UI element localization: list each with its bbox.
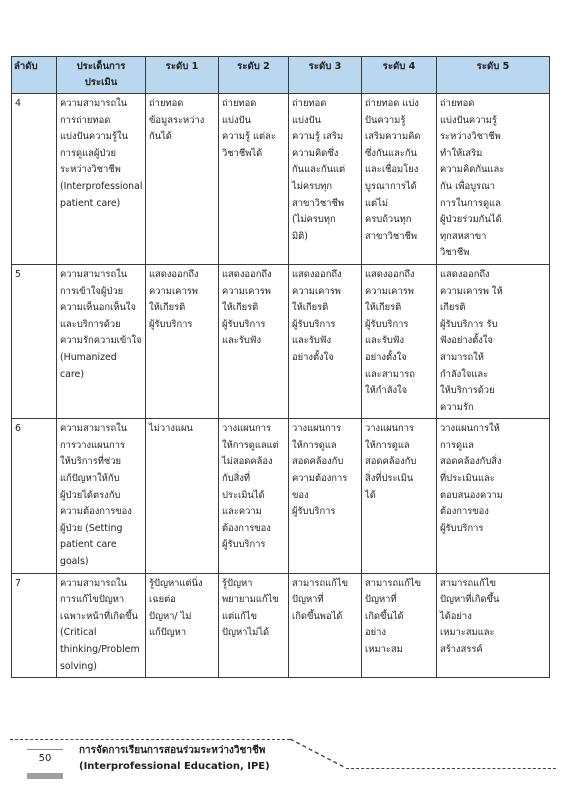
- cell-text-line: solving): [60, 660, 97, 672]
- cell-text-line: เฉยต่อ: [149, 594, 176, 606]
- cell-text-line: แบ่งปันความรู้: [440, 114, 497, 126]
- cell-text-line: ความเห็นอกเห็นใจ: [60, 302, 136, 314]
- header-level-5: ระดับ 5: [437, 57, 550, 94]
- header-level-3: ระดับ 3: [289, 57, 362, 94]
- cell-text-line: การถ่ายทอด: [60, 114, 111, 126]
- cell-text-line: ความสามารถใน: [60, 98, 128, 109]
- cell-text-line: มิติ): [292, 230, 308, 242]
- cell-text-line: อย่างตั้งใจ: [292, 351, 334, 363]
- cell-text-line: ต้องการของ: [440, 506, 489, 518]
- cell-text-line: เกียรติ: [440, 302, 466, 314]
- footer-title-line-1: การจัดการเรียนการสอนร่วมระหว่างวิชาชีพ: [79, 745, 266, 756]
- cell-text-line: ความสามารถใน: [60, 268, 128, 280]
- cell-text-line: และบริการด้วย: [60, 318, 121, 330]
- cell-text-line: ข้อมูลระหว่าง: [149, 114, 205, 126]
- cell-text-line: ได้: [365, 489, 376, 501]
- cell-text-line: ความสามารถใน: [60, 423, 128, 435]
- cell-text-line: ความคิดซึ่ง: [292, 147, 339, 159]
- cell-text-line: ให้การดูแลแต่: [222, 439, 279, 451]
- cell-text-line: ความเคารพ ให้: [440, 285, 503, 297]
- cell-text-line: กัน เพื่อบูรณา: [440, 180, 496, 192]
- cell-text-line: ผู้รับบริการ: [222, 318, 266, 330]
- cell-text-line: วางแผนการ: [292, 423, 342, 435]
- row-number: 7: [12, 573, 57, 678]
- cell-text-line: ฟังอย่างตั้งใจ: [440, 335, 493, 347]
- cell-text-line: แก้ปัญหา: [149, 627, 187, 639]
- footer-title: [79, 743, 270, 775]
- cell-text-line: รู้ปัญหา: [222, 577, 253, 589]
- cell-text-line: แก้ปัญหาให้กับ: [60, 473, 120, 485]
- cell-text-line: ให้เกียรติ: [292, 302, 329, 314]
- cell-text-line: แสดงออกถึง: [440, 268, 490, 280]
- cell-text-line: ให้การดูแล: [365, 439, 410, 451]
- cell-text-line: ความเคารพ: [222, 285, 271, 297]
- cell-text-line: แสดงออกถึง: [292, 268, 342, 280]
- cell-text-line: แสดงออกถึง: [222, 268, 272, 280]
- cell-text-line: กับสิ่งที่: [222, 473, 251, 485]
- footer-dashed-line-right: [346, 768, 556, 769]
- footer-title-line-2: (Interprofessional Education, IPE): [79, 761, 270, 772]
- cell-text-line: ทุกสหสาขา: [440, 230, 487, 242]
- cell-text-line: กันและกันแต่: [292, 164, 346, 176]
- cell-text-line: ถ่ายทอด: [222, 98, 257, 109]
- cell-text-line: ปัญหาที่: [292, 594, 324, 606]
- cell-text-line: ผู้รับบริการ: [222, 539, 266, 551]
- cell-text-line: สิ่งที่ประเมิน: [365, 473, 414, 485]
- cell-text-line: ผู้ป่วยได้ตรงกับ: [60, 489, 121, 501]
- cell-text-line: ความรู้ เสริม: [292, 131, 344, 143]
- cell-text-line: ความคิดกันและ: [440, 164, 505, 176]
- cell-text-line: ไม่วางแผน: [149, 423, 193, 435]
- cell-text-line: ผู้รับบริการ: [149, 318, 193, 330]
- cell-text-line: แบ่งปัน: [222, 114, 251, 126]
- cell-text-line: แบ่งปัน: [292, 114, 321, 126]
- cell-text-line: ไม่ครบทุก: [292, 180, 333, 192]
- page-number: 50: [38, 753, 52, 764]
- cell-text-line: ผู้ป่วยร่วมกันได้: [440, 214, 502, 226]
- cell-text-line: ถ่ายทอด แบ่ง: [365, 98, 419, 109]
- cell-text-line: สาขาวิชาชีพ: [365, 230, 418, 242]
- cell-text-line: ครบถ้วนทุก: [365, 214, 412, 226]
- cell-text-line: วางแผนการให้: [440, 423, 500, 435]
- cell-text-line: patient care: [60, 539, 117, 551]
- cell-text-line: เหมาะสมและ: [440, 627, 495, 639]
- cell-text-line: ความรักความเข้าใจ: [60, 335, 142, 347]
- cell-text-line: เสริมความคิด: [365, 131, 421, 143]
- row-number: 6: [12, 419, 57, 573]
- header-no: ลำดับ: [12, 57, 57, 94]
- cell-text-line: ความเคารพ: [292, 285, 341, 297]
- cell-text-line: ปัญหาที่: [365, 594, 397, 606]
- cell-text-line: ความเคารพ: [365, 285, 414, 297]
- cell-text-line: ให้เกียรติ: [365, 302, 402, 314]
- cell-text-line: ผู้รับบริการ: [365, 318, 409, 330]
- cell-text-line: ผู้รับบริการ: [292, 506, 336, 518]
- cell-text-line: กันได้: [149, 131, 172, 143]
- cell-text-line: ความรัก: [440, 401, 474, 413]
- cell-text-line: ที่ประเมินและ: [440, 473, 495, 485]
- cell-text-line: กำลังใจและ: [440, 368, 489, 380]
- cell-text-line: รู้ปัญหาแต่นิ่ง: [149, 577, 203, 589]
- cell-text-line: ต้องการของ: [222, 522, 271, 534]
- cell-text-line: และสามารถ: [365, 368, 415, 380]
- cell-text-line: (Interprofessional: [60, 180, 143, 192]
- cell-text-line: ถ่ายทอด: [440, 98, 475, 109]
- cell-text-line: ได้อย่าง: [440, 610, 472, 622]
- cell-text-line: (Humanized: [60, 351, 117, 363]
- cell-text-line: สามารถแก้ไข: [440, 577, 496, 589]
- cell-text-line: สาขาวิชาชีพ: [292, 197, 345, 209]
- cell-text-line: เกิดขึ้นได้: [365, 610, 404, 622]
- cell-text-line: patient care): [60, 197, 121, 209]
- cell-text-line: สามารถแก้ไข: [365, 577, 421, 589]
- row-number: 4: [12, 94, 57, 265]
- cell-text-line: ของ: [292, 489, 309, 501]
- cell-text-line: สามารถให้: [440, 351, 484, 363]
- cell-text-line: ความต้องการของ: [60, 506, 132, 518]
- cell-text-line: สามารถแก้ไข: [292, 577, 348, 589]
- cell-text-line: ถ่ายทอด: [149, 98, 184, 109]
- cell-text-line: การเข้าใจผู้ป่วย: [60, 285, 124, 297]
- cell-text-line: แบ่งปันความรู้ใน: [60, 131, 128, 143]
- cell-text-line: ปัญหา/ ไม่: [149, 610, 192, 622]
- cell-text-line: อย่างตั้งใจ: [365, 351, 407, 363]
- header-criterion-text: ประเด็นการประเมิน: [76, 61, 126, 88]
- cell-text-line: วางแผนการ: [222, 423, 272, 435]
- cell-text-line: สอดคล้องกับสิ่ง: [440, 456, 502, 468]
- row-number: 5: [12, 264, 57, 418]
- cell-text-line: ความเคารพ: [149, 285, 198, 297]
- cell-text-line: การแก้ไขปัญหา: [60, 594, 125, 606]
- cell-text-line: วิชาชีพได้: [222, 147, 263, 159]
- cell-text-line: ผู้รับบริการ รับ: [440, 318, 498, 330]
- cell-text-line: ไม่สอดคล้อง: [222, 456, 273, 468]
- cell-text-line: พยายามแก้ไข: [222, 594, 279, 606]
- cell-text-line: ระหว่างวิชาชีพ: [440, 131, 501, 143]
- cell-text-line: สร้างสรรค์: [440, 644, 483, 655]
- header-level-4: ระดับ 4: [362, 57, 437, 94]
- cell-text-line: ปัญหาที่เกิดขึ้น: [440, 594, 500, 606]
- cell-text-line: ระหว่างวิชาชีพ: [60, 164, 121, 176]
- cell-text-line: และความ: [222, 506, 262, 518]
- cell-text-line: ความรู้ แต่ละ: [222, 131, 276, 143]
- cell-text-line: ให้บริการที่ช่วย: [60, 456, 122, 468]
- page-number-rule: [27, 749, 63, 750]
- cell-text-line: ผู้รับบริการ: [440, 522, 484, 534]
- cell-text-line: แต่ไม่: [365, 197, 389, 209]
- cell-text-line: และรับฟัง: [222, 335, 262, 347]
- cell-text-line: ซึ่งกันและกัน: [365, 147, 417, 159]
- cell-text-line: แสดงออกถึง: [149, 268, 199, 280]
- cell-text-line: อย่าง: [365, 627, 386, 639]
- cell-text-line: ถ่ายทอด: [292, 98, 327, 109]
- cell-text-line: เฉพาะหน้าที่เกิดขึ้น: [60, 610, 138, 622]
- cell-text-line: (Critical: [60, 627, 97, 639]
- cell-text-line: การวางแผนการ: [60, 439, 126, 451]
- cell-text-line: ตอบสนองความ: [440, 489, 503, 501]
- cell-text-line: ให้การดูแล: [292, 439, 337, 451]
- cell-text-line: ความต้องการ: [292, 473, 348, 485]
- cell-text-line: สอดคล้องกับ: [292, 456, 344, 468]
- cell-text-line: ผู้รับบริการ: [292, 318, 336, 330]
- cell-text-line: บูรณาการได้: [365, 180, 417, 192]
- header-level-1: ระดับ 1: [146, 57, 219, 94]
- cell-text-line: ทำให้เสริม: [440, 147, 483, 159]
- cell-text-line: การในการดูแล: [440, 197, 501, 209]
- cell-text-line: แสดงออกถึง: [365, 268, 415, 280]
- cell-text-line: ให้เกียรติ: [149, 302, 186, 314]
- cell-text-line: และรับฟัง: [365, 335, 405, 347]
- cell-text-line: เหมาะสม: [365, 644, 403, 655]
- cell-text-line: goals): [60, 556, 89, 568]
- cell-text-line: thinking/Problem: [60, 644, 140, 655]
- cell-text-line: ให้บริการด้วย: [440, 385, 495, 397]
- cell-text-line: วางแผนการ: [365, 423, 415, 435]
- cell-text-line: เกิดขึ้นพอได้: [292, 610, 343, 622]
- cell-text-line: การดูแลผู้ป่วย: [60, 147, 117, 159]
- header-level-2: ระดับ 2: [219, 57, 289, 94]
- cell-text-line: (ไม่ครบทุก: [292, 214, 336, 226]
- cell-text-line: care): [60, 368, 84, 380]
- cell-text-line: วิชาชีพ: [440, 247, 470, 259]
- cell-text-line: การดูแล: [440, 439, 474, 451]
- cell-text-line: ความสามารถใน: [60, 577, 128, 589]
- cell-text-line: และรับฟัง: [292, 335, 332, 347]
- cell-text-line: ผู้ป่วย (Setting: [60, 522, 123, 534]
- cell-text-line: ปันความรู้: [365, 114, 406, 126]
- cell-text-line: ให้เกียรติ: [222, 302, 259, 314]
- cell-text-line: สอดคล้องกับ: [365, 456, 417, 468]
- cell-text-line: แต่แก้ไข: [222, 610, 257, 622]
- cell-text-line: ให้กำลังใจ: [365, 385, 408, 397]
- cell-text-line: ประเมินได้: [222, 489, 265, 501]
- cell-text-line: และเชื่อมโยง: [365, 164, 419, 176]
- cell-text-line: ปัญหาไม่ได้: [222, 627, 270, 639]
- page-number-bar: [27, 773, 63, 779]
